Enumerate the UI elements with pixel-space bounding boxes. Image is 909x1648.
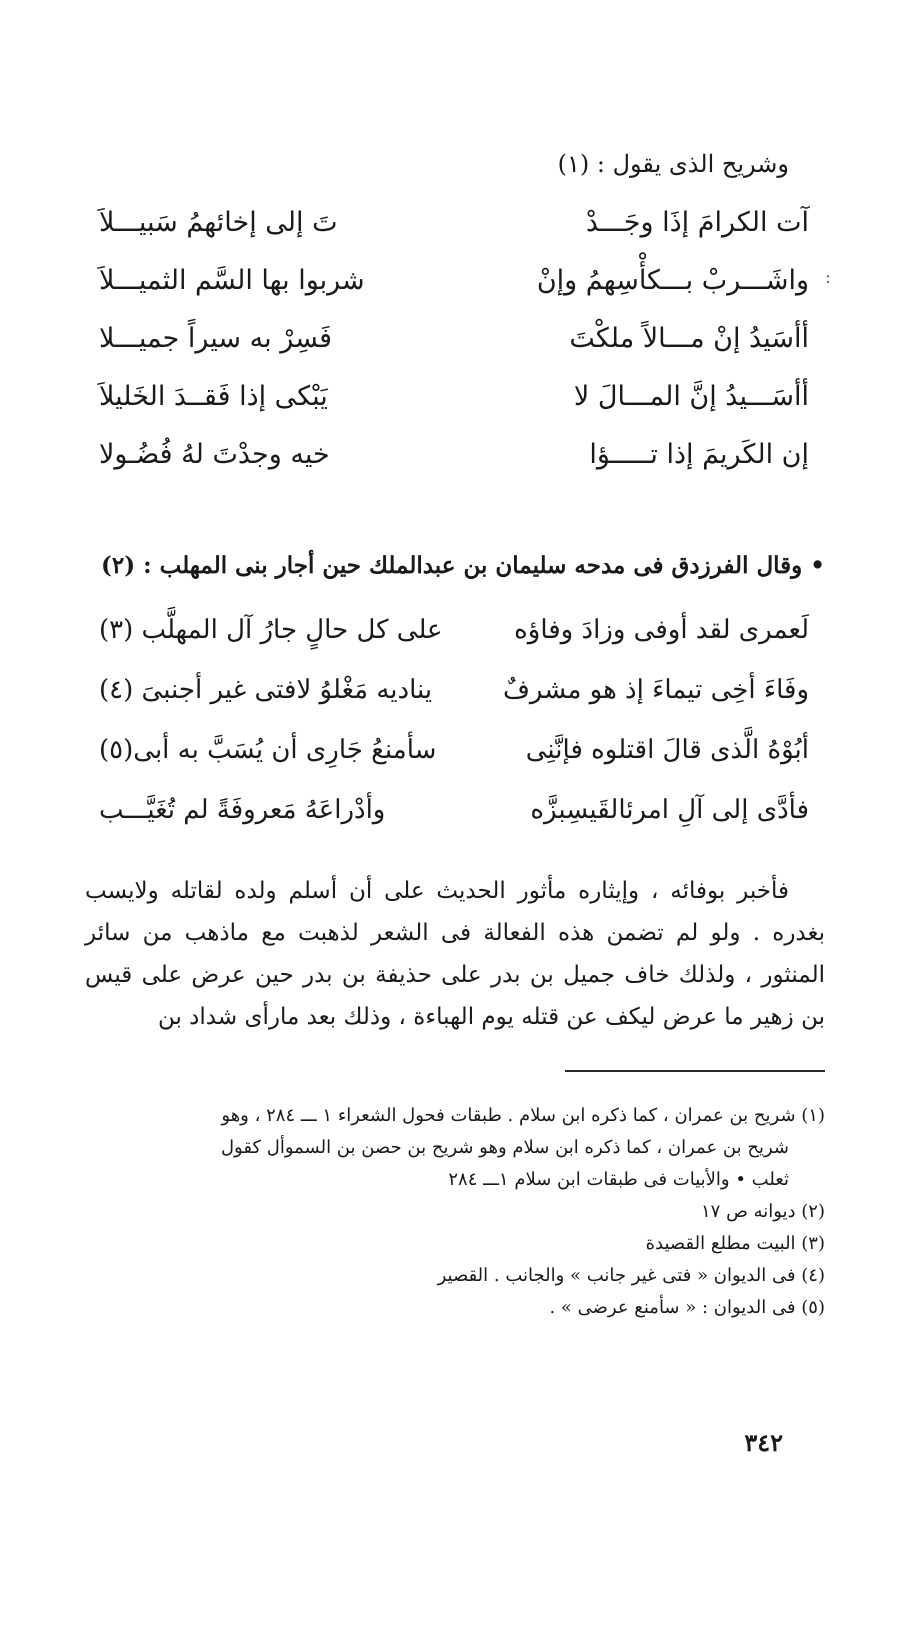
first-hemistich: آت الكرامَ إذَا وجَـــدْ <box>585 207 809 238</box>
paragraph-text: فأخبر بوفائه ، وإيثاره مأثور الحديث على أن أسلم ولده لقاتله ولايسب بغدره . ولو لم تضمن هذه الفعالة فى الشعر لذهبت مع ماذهب من سائر المنثور ، ولذلك خاف جميل بن بدر على حذيفة بن بدر حين عرض على قيس بن زهير ما عرض ليكف عن قتله يوم الهباءة ، وذلك بعد مارأى شداد بن <box>85 878 825 1030</box>
verse-line <box>99 795 809 855</box>
first-hemistich: لَعمرى لقد أوفى وزادَ وفاؤه <box>514 615 809 645</box>
first-hemistich: إن الكَريمَ إذا تـــــؤا <box>589 439 809 470</box>
first-hemistich: واشَـــربْ بـــكأْسِهمُ وإنْ <box>536 265 809 296</box>
footnotes <box>85 1100 825 1324</box>
poem-1 <box>99 207 831 497</box>
footnote: (١) شريح بن عمران ، كما ذكره ابن سلام . طبقات فحول الشعراء ١ ـــ ٢٨٤ ، وهو <box>221 1105 825 1126</box>
verse-line <box>99 381 809 439</box>
first-hemistich: وفَاءَ أخِى تيماءَ إذ هو مشرفٌ <box>502 675 809 705</box>
prose-paragraph <box>85 870 825 1038</box>
second-hemistich: على كل حالٍ جارُ آل المهلَّب (٣) <box>99 615 443 645</box>
second-hemistich: فَسِرْ به سيراً جميـــلا <box>99 323 333 354</box>
second-hemistich: شربوا بها السَّم الثميـــلاَ <box>99 265 365 296</box>
poem-2 <box>99 615 809 855</box>
footnote: (٢) ديوانه ص ١٧ <box>701 1201 825 1222</box>
footnote: (٥) فى الديوان : « سأمنع عرضى » . <box>549 1297 825 1318</box>
footnote-continuation: شريح بن عمران ، كما ذكره ابن سلام وهو شريح بن حصن بن السموأل كقول <box>220 1137 789 1158</box>
verse-line <box>99 207 809 265</box>
verse-line <box>99 675 809 735</box>
second-hemistich: سأمنعُ جَارِى أن يُسَبَّ به أبى(٥) <box>99 735 437 765</box>
intro-line: وشريح الذى يقول : (١) <box>557 150 789 178</box>
second-hemistich: يَبْكى إذا فَقــدَ الخَليلاَ <box>99 381 328 412</box>
footnote: (٤) فى الديوان « فتى غير جانب » والجانب . القصير <box>437 1265 825 1286</box>
second-hemistich: خيه وجدْتَ لهُ فُضُـولا <box>99 439 330 470</box>
footnote-divider <box>565 1070 825 1072</box>
verse-line <box>99 265 831 323</box>
verse-line <box>99 323 809 381</box>
first-hemistich: أأسَـــيدُ إنَّ المـــالَ لا <box>573 381 809 412</box>
second-hemistich: وأدْراعَهُ مَعروفَةً لم تُغَيَّـــب <box>99 795 386 825</box>
first-hemistich: أبُوْهُ الَّذى قالَ اقتلوه فإنَّنِى <box>525 735 809 765</box>
second-hemistich: يناديه مَغْلوُ لافتى غير أجنبىَ (٤) <box>99 675 433 705</box>
page-number: ٣٤٢ <box>744 1428 783 1457</box>
footnote: (٣) البيت مطلع القصيدة <box>645 1233 825 1254</box>
first-hemistich: فأدَّى إلى آلِ امرئالقَيسِبزَّه <box>530 795 809 825</box>
verse-line <box>99 439 809 497</box>
verse-line <box>99 735 809 795</box>
section-heading: • وقال الفرزدق فى مدحه سليمان بن عبدالملك حين أجار بنى المهلب : (٢) <box>100 552 825 579</box>
footnote-continuation: ثعلب • والأبيات فى طبقات ابن سلام ١ـــ ٢٨٤ <box>448 1169 789 1190</box>
verse-line <box>99 615 809 675</box>
first-hemistich: أأسَيدُ إنْ مـــالاً ملكْتَ <box>569 323 809 354</box>
margin-mark: : <box>824 267 831 288</box>
second-hemistich: تَ إلى إخائهمُ سَبيـــلاَ <box>99 207 338 238</box>
